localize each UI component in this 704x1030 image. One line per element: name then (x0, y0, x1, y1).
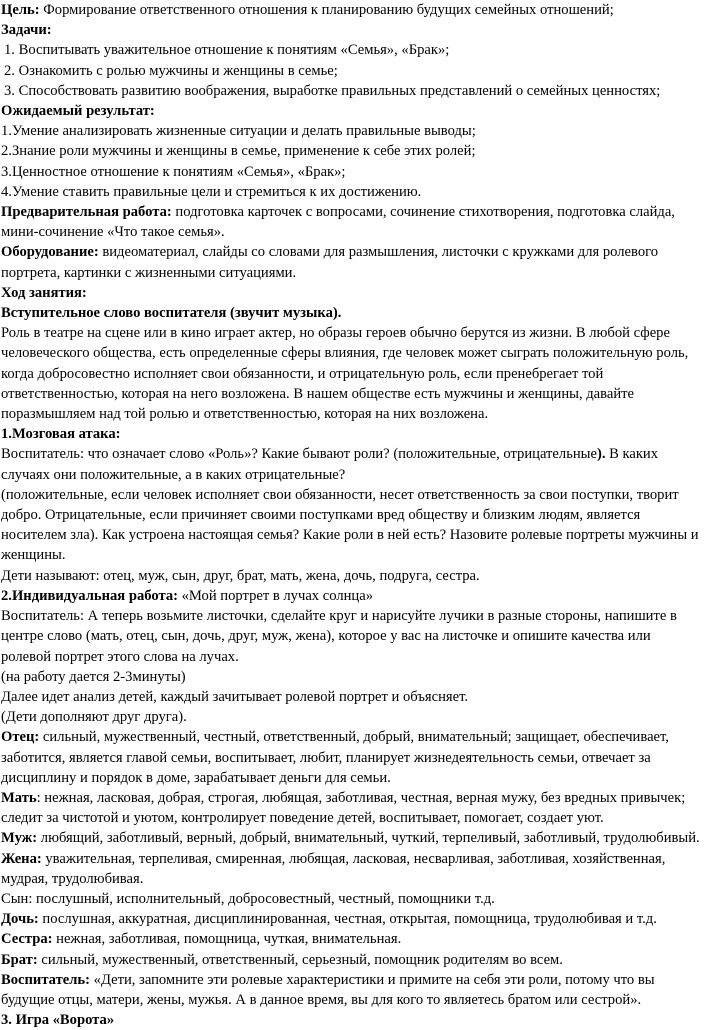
portrait-mother (1, 788, 701, 828)
individual-instruction: Воспитатель: А теперь возьмите листочки, сделайте круг и нарисуйте лучики в разные стороны, напишите в центре слово (мать, отец, сын, дочь, друг, муж, жена), которое у вас на листочке и опишите качества или ролевой портрет этого слова на лучах. (1, 608, 677, 665)
brainstorm-question-bold: ). (596, 446, 606, 463)
individual-analysis: Далее идет анализ детей, каждый зачитывает ролевой портрет и объясняет. (1, 688, 468, 705)
portrait-sister (1, 929, 701, 949)
expected-heading: Ожидаемый результат: (1, 103, 155, 120)
task-item-3: 3. Способствовать развитию воображения, выработке правильных представлений о семейных ценностях; (4, 82, 661, 99)
goal-paragraph (1, 0, 701, 20)
individual-paragraph (1, 586, 701, 606)
task-item-1: 1. Воспитывать уважительное отношение к понятиям «Семья», «Брак»; (4, 42, 450, 59)
portrait-label: Жена: (1, 850, 42, 867)
portrait-text: нежная, заботливая, помощница, чуткая, внимательная. (52, 931, 402, 948)
course-heading: Ход занятия: (1, 284, 87, 301)
prep-text: подготовка карточек с вопросами, сочинение стихотворения, подготовка слайда, мини-сочинение «Что такое семья». (1, 204, 675, 241)
portrait-label: Сестра: (1, 931, 53, 948)
brainstorm-answer: (положительные, если человек исполняет свои обязанности, несет ответственность за свои поступки, творит добро. Отрицательные, если причиняет своими поступками вред обществу и близким людям, является носителем зла). Как устроена настоящая семья? Какие роли в ней есть? Назовите ролевые портреты мужчины и женщины. (1, 486, 699, 564)
portrait-text: сильный, мужественный, честный, ответственный, добрый, внимательный; защищает, обеспечивает, заботится, является главой семьи, воспитывает, любит, планирует жизнедеятельность семьи, отвечает за дисциплину и порядок в доме, зарабатывает деньги для семьи. (1, 729, 669, 786)
brainstorm-question-tail: В каких случаях они положительные, а в каких отрицательные? (1, 446, 659, 483)
portrait-label: Дочь: (1, 911, 39, 928)
portrait-daughter (1, 909, 701, 929)
portrait-brother (1, 950, 701, 970)
portrait-text: «Дети, запомните эти ролевые характеристики и примите на себя эти роли, потому что вы будущие отцы, матери, жены, мужья. А в данное время, вы для кого то являетесь братом или сестрой». (1, 971, 655, 1008)
equipment-paragraph (1, 242, 701, 282)
goal-label: Цель: (1, 2, 40, 18)
equipment-label: Оборудование: (1, 244, 99, 261)
expected-item-1: 1.Умение анализировать жизненные ситуации и делать правильные выводы; (1, 123, 476, 140)
expected-item-4: 4.Умение ставить правильные цели и стремиться к их достижению. (1, 183, 422, 200)
brainstorm-question (1, 444, 701, 484)
prep-paragraph (1, 202, 701, 242)
portrait-text: сильный, мужественный, ответственный, серьезный, помощник родителям во всем. (37, 951, 563, 968)
expected-item-3: 3.Ценностное отношение к понятиям «Семья», «Брак»; (1, 163, 346, 180)
individual-time: (на работу дается 2-3минуты) (1, 668, 186, 685)
goal-text: Формирование ответственного отношения к планированию будущих семейных отношений; (39, 2, 614, 18)
portrait-husband (1, 828, 701, 848)
equipment-text: видеоматериал, слайды со словами для размышления, листочки с кружками для ролевого портрета, картинки с жизненными ситуациями. (1, 244, 659, 281)
portrait-text: любящий, заботливый, верный, добрый, внимательный, чуткий, терпеливый, заботливый, трудолюбивый. (37, 830, 700, 847)
portrait-father (1, 727, 701, 788)
portrait-text: : нежная, ласковая, добрая, строгая, любящая, заботливая, честная, верная мужу, без вредных привычек; следит за чистотой и уютом, контролирует поведение детей, воспитывает, помогает, создает уют. (1, 789, 686, 827)
portrait-wife (1, 849, 701, 889)
intro-text: Роль в театре на сцене или в кино играет актер, но образы героев обычно берутся из жизни. В любой сфере человеческого общества, есть определенные сферы влияния, где человек может сыграть положительную роль, когда добросовестно исполняет свои обязанности, и отрицательную роль, если пренебрегает той ответственностью, которая на него возложена. В нашем обществе есть мужчины и женщины, давайте поразмышляем над той ролью и ответственностью, которая на них возложена. (1, 325, 689, 423)
portrait-label: Отец: (1, 729, 40, 746)
task-item-2: 2. Ознакомить с ролью мужчины и женщины в семье; (4, 62, 338, 79)
intro-title: Вступительное слово воспитателя (звучит музыка). (1, 305, 342, 322)
brainstorm-question-text: Воспитатель: что означает слово «Роль»? Какие бывают роли? (положительные, отрицательные (1, 446, 597, 463)
portrait-label: Брат: (1, 951, 38, 968)
prep-label: Предварительная работа: (1, 204, 172, 221)
portrait-text: уважительная, терпеливая, смиренная, любящая, ласковая, несварливая, заботливая, хозяйственная, мудрая, трудолюбивая. (1, 850, 666, 887)
portrait-text: Сын: послушный, исполнительный, добросовестный, честный, помощники т.д. (1, 890, 495, 907)
brainstorm-title: 1.Мозговая атака: (1, 426, 121, 443)
individual-title-tail: «Мой портрет в лучах солнца» (177, 587, 374, 604)
portrait-text: послушная, аккуратная, дисциплинированная, честная, открытая, помощница, трудолюбивая и т.д. (38, 911, 657, 928)
portrait-son (1, 889, 701, 909)
portrait-label: Воспитатель: (1, 971, 91, 988)
tasks-heading: Задачи: (1, 22, 52, 39)
brainstorm-children: Дети называют: отец, муж, сын, друг, брат, мать, жена, дочь, подруга, сестра. (1, 567, 480, 584)
portrait-label: Муж: (1, 830, 38, 847)
individual-complement: (Дети дополняют друг друга). (1, 709, 187, 726)
educator-conclusion (1, 970, 701, 1010)
portrait-label: Мать (1, 789, 37, 806)
game-title: 3. Игра «Ворота» (1, 1012, 115, 1029)
expected-item-2: 2.Знание роли мужчины и женщины в семье, применение к себе этих ролей; (1, 143, 476, 160)
individual-title: 2.Индивидуальная работа: (1, 587, 178, 604)
